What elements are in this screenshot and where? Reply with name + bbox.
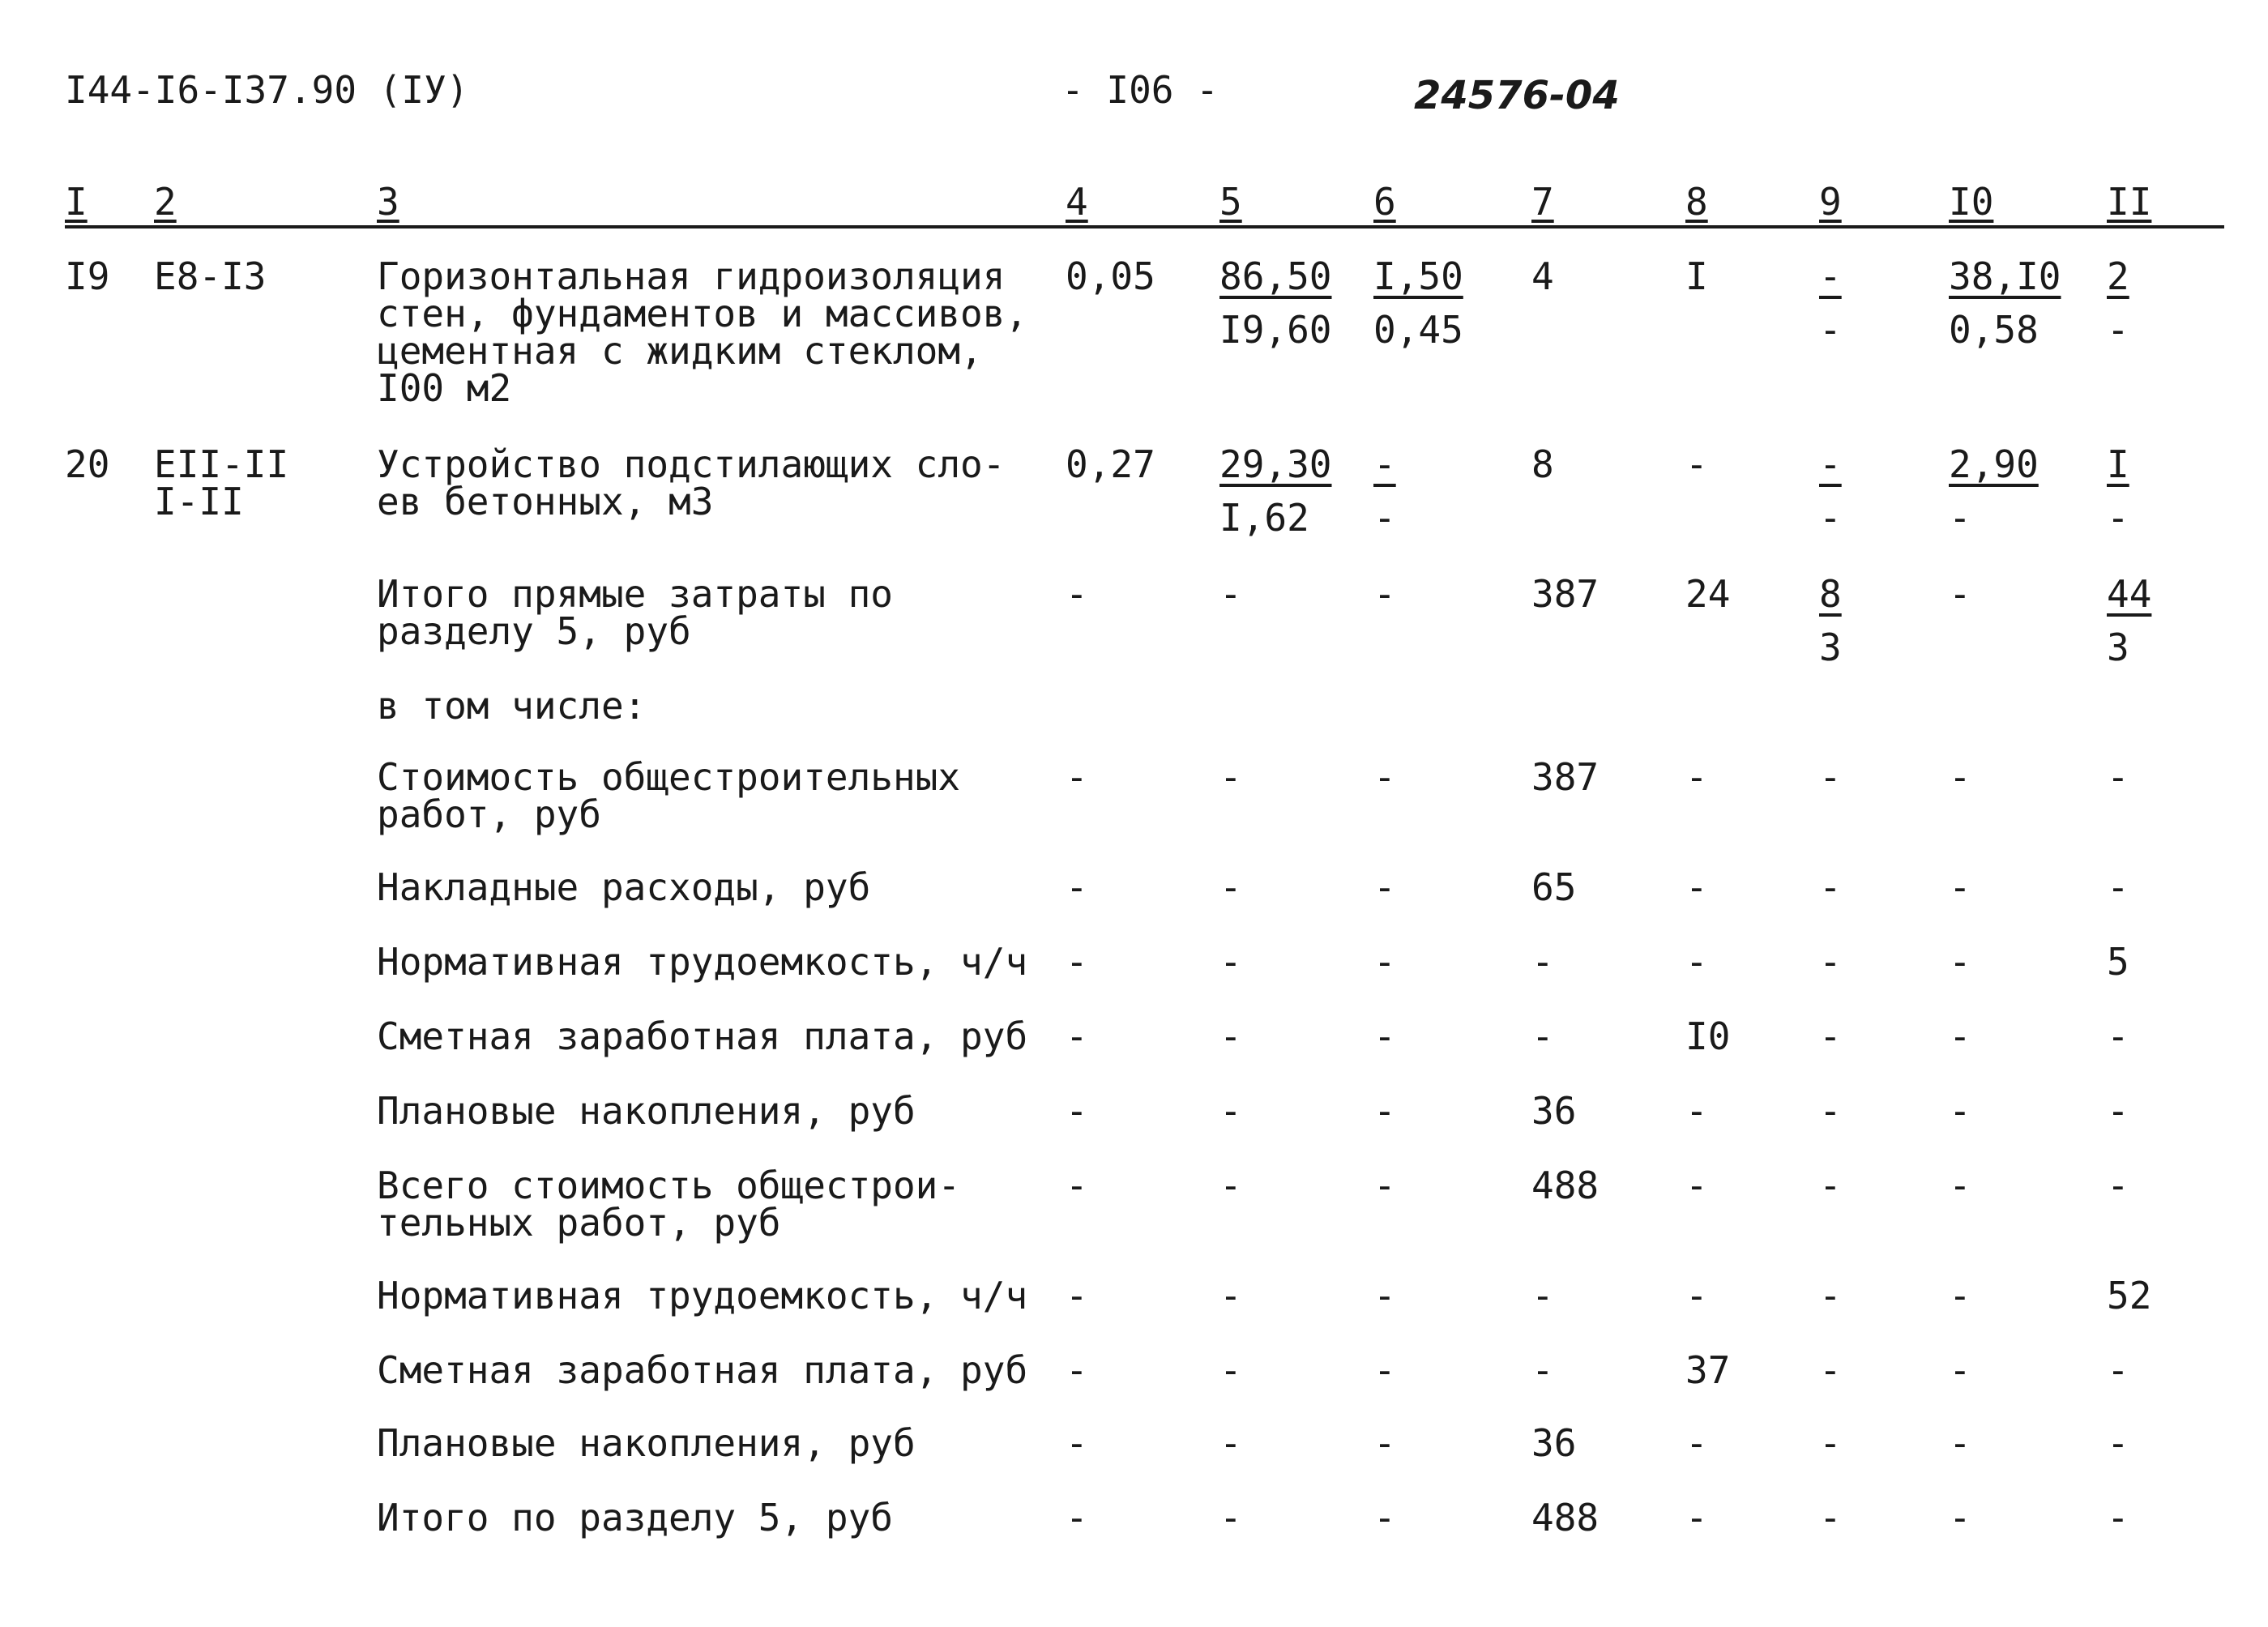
fraction-top: 2 <box>2107 254 2129 298</box>
cell-c3: Сметная заработная плата, руб <box>377 1348 1028 1392</box>
cell-c3: Сметная заработная плата, руб <box>377 1014 1028 1058</box>
fraction-top: - <box>1373 442 1396 486</box>
cell-c9: - <box>1819 940 1842 984</box>
fraction-top: 8 <box>1819 572 1842 616</box>
cell-c10: - <box>1949 865 1971 909</box>
cell-c3: Нормативная трудоемкость, ч/ч <box>377 1274 1028 1317</box>
cell-c3: Всего стоимость общестрои- тельных работ, руб <box>377 1164 961 1245</box>
cell-c6: - <box>1373 755 1396 799</box>
cell-c4: - <box>1066 755 1088 799</box>
cell-c4: - <box>1066 572 1088 616</box>
cell-c4: - <box>1066 1274 1088 1317</box>
cell-c7: - <box>1531 940 1554 984</box>
cell-c8: - <box>1685 1274 1708 1317</box>
cell-c8: - <box>1685 755 1708 799</box>
column-header-4: 4 <box>1066 180 1088 224</box>
cell-c10 <box>1949 438 2039 544</box>
cell-c4: - <box>1066 940 1088 984</box>
handwritten-reference: 24576-04 <box>1414 73 1620 118</box>
cell-c5: - <box>1219 755 1242 799</box>
cell-c5: - <box>1219 1164 1242 1207</box>
cell-c9 <box>1819 250 1842 357</box>
cell-c11: - <box>2107 1014 2129 1058</box>
cell-c5: - <box>1219 1348 1242 1392</box>
document-code: I44-I6-I37.90 (IУ) <box>65 68 469 112</box>
cell-c9: - <box>1819 1274 1842 1317</box>
cell-c5: - <box>1219 1496 1242 1539</box>
cell-c6: - <box>1373 1014 1396 1058</box>
fraction-bottom: - <box>1819 496 1842 540</box>
cell-c4: - <box>1066 1164 1088 1207</box>
cell-c1: 20 <box>65 442 110 486</box>
cell-c3: Устройство подстилающих сло- ев бетонных, м3 <box>377 442 1006 523</box>
fraction-top: - <box>1819 442 1842 486</box>
cell-c10: - <box>1949 1014 1971 1058</box>
cell-c3: Нормативная трудоемкость, ч/ч <box>377 940 1028 984</box>
cell-c2: EII-II I-II <box>154 442 289 523</box>
cell-c4: - <box>1066 1496 1088 1539</box>
cell-c3: Плановые накопления, руб <box>377 1421 916 1465</box>
cell-c7: 387 <box>1531 755 1600 799</box>
cell-c6: - <box>1373 940 1396 984</box>
cell-c11: - <box>2107 1089 2129 1133</box>
cell-c7: - <box>1531 1274 1554 1317</box>
cell-c9 <box>1819 438 1842 544</box>
cell-c9: - <box>1819 1089 1842 1133</box>
cell-c10: - <box>1949 1089 1971 1133</box>
cell-c8: 37 <box>1685 1348 1731 1392</box>
column-header-7: 7 <box>1531 180 1554 224</box>
cell-c8: I <box>1685 254 1708 298</box>
cell-c7: - <box>1531 1348 1554 1392</box>
cell-c7: 488 <box>1531 1164 1600 1207</box>
cell-c5: - <box>1219 1274 1242 1317</box>
cell-c3: Плановые накопления, руб <box>377 1089 916 1133</box>
cell-c3: Стоимость общестроительных работ, руб <box>377 755 961 836</box>
cell-c3: Итого по разделу 5, руб <box>377 1496 893 1539</box>
fraction-top: 2,90 <box>1949 442 2039 486</box>
cell-c5: - <box>1219 940 1242 984</box>
cell-c8: - <box>1685 1421 1708 1465</box>
cell-c9 <box>1819 567 1842 674</box>
fraction-bottom: 3 <box>1819 626 1842 669</box>
cell-c8: 24 <box>1685 572 1731 616</box>
column-header-10: I0 <box>1949 180 1994 224</box>
cell-c11 <box>2107 250 2129 357</box>
column-header-5: 5 <box>1219 180 1242 224</box>
cell-c6 <box>1373 438 1396 544</box>
cell-c8: - <box>1685 865 1708 909</box>
fraction-top: 38,I0 <box>1949 254 2061 298</box>
cell-c5: - <box>1219 572 1242 616</box>
cell-c7: 65 <box>1531 865 1577 909</box>
cell-c7: 387 <box>1531 572 1600 616</box>
cell-c10: - <box>1949 1274 1971 1317</box>
cell-c5: - <box>1219 1089 1242 1133</box>
fraction-bottom: 3 <box>2107 626 2129 669</box>
cell-c4: - <box>1066 865 1088 909</box>
cell-c11 <box>2107 567 2151 674</box>
cell-c10: - <box>1949 1164 1971 1207</box>
cell-c6: - <box>1373 572 1396 616</box>
cell-c10: - <box>1949 572 1971 616</box>
fraction-bottom: - <box>2107 496 2129 540</box>
cell-c3: Итого прямые затраты по разделу 5, руб <box>377 572 893 653</box>
cell-c10: - <box>1949 1496 1971 1539</box>
cell-c2: E8-I3 <box>154 254 267 298</box>
cell-c1: I9 <box>65 254 110 298</box>
column-header-8: 8 <box>1685 180 1708 224</box>
cell-c5: - <box>1219 1014 1242 1058</box>
cell-c8: - <box>1685 940 1708 984</box>
fraction-bottom: I9,60 <box>1219 308 1332 352</box>
cell-c6: - <box>1373 865 1396 909</box>
cell-c5: - <box>1219 1421 1242 1465</box>
fraction-bottom: I,62 <box>1219 496 1309 540</box>
fraction-bottom: - <box>1949 496 1971 540</box>
column-header-9: 9 <box>1819 180 1842 224</box>
fraction-top: 86,50 <box>1219 254 1332 298</box>
cell-c9: - <box>1819 1496 1842 1539</box>
cell-c11: 52 <box>2107 1274 2152 1317</box>
page-number: - I06 - <box>1061 68 1219 112</box>
column-header-11: II <box>2107 180 2152 224</box>
cell-c8: I0 <box>1685 1014 1731 1058</box>
cell-c4: - <box>1066 1014 1088 1058</box>
cell-c9: - <box>1819 1421 1842 1465</box>
column-header-6: 6 <box>1373 180 1396 224</box>
fraction-top: 44 <box>2107 572 2152 616</box>
cell-c6: - <box>1373 1348 1396 1392</box>
cell-c5 <box>1219 438 1331 544</box>
cell-c8: - <box>1685 1164 1708 1207</box>
cell-c10: - <box>1949 1421 1971 1465</box>
cell-c5 <box>1219 250 1331 357</box>
column-header-2: 2 <box>154 180 177 224</box>
cell-c11 <box>2107 438 2129 544</box>
cell-c5: - <box>1219 865 1242 909</box>
cell-c9: - <box>1819 865 1842 909</box>
cell-c11: - <box>2107 1496 2129 1539</box>
cell-c7: 36 <box>1531 1421 1577 1465</box>
cell-c4: - <box>1066 1348 1088 1392</box>
cell-c7: 36 <box>1531 1089 1577 1133</box>
cell-c6: - <box>1373 1089 1396 1133</box>
cell-c8: - <box>1685 1089 1708 1133</box>
cell-c4: - <box>1066 1421 1088 1465</box>
cell-c11: - <box>2107 755 2129 799</box>
cell-c6: - <box>1373 1496 1396 1539</box>
fraction-top: I,50 <box>1373 254 1463 298</box>
cell-c3: Накладные расходы, руб <box>377 865 871 909</box>
cell-c4: 0,05 <box>1066 254 1155 298</box>
cell-c6: - <box>1373 1274 1396 1317</box>
fraction-bottom: 0,58 <box>1949 308 2039 352</box>
cell-c11: - <box>2107 1164 2129 1207</box>
cell-c11: - <box>2107 1421 2129 1465</box>
cell-c4: 0,27 <box>1066 442 1155 486</box>
fraction-bottom: - <box>1819 308 1842 352</box>
cell-c7: 488 <box>1531 1496 1600 1539</box>
cell-c11: - <box>2107 865 2129 909</box>
cell-c3: Горизонтальная гидроизоляция стен, фундаментов и массивов, цементная с жидким стеклом, I00 м2 <box>377 254 1028 410</box>
column-header-1: I <box>65 180 88 224</box>
cell-c9: - <box>1819 1164 1842 1207</box>
cell-c6 <box>1373 250 1463 357</box>
fraction-top: - <box>1819 254 1842 298</box>
cell-c8: - <box>1685 1496 1708 1539</box>
cell-c7: - <box>1531 1014 1554 1058</box>
cell-c7: 4 <box>1531 254 1554 298</box>
fraction-bottom: - <box>2107 308 2129 352</box>
cell-c8: - <box>1685 442 1708 486</box>
cell-c10 <box>1949 250 2061 357</box>
cell-c11: 5 <box>2107 940 2129 984</box>
cell-c3: в том числе: <box>377 684 647 728</box>
cell-c9: - <box>1819 755 1842 799</box>
cell-c10: - <box>1949 755 1971 799</box>
fraction-bottom: - <box>1373 496 1396 540</box>
cell-c9: - <box>1819 1014 1842 1058</box>
cell-c11: - <box>2107 1348 2129 1392</box>
cell-c10: - <box>1949 1348 1971 1392</box>
fraction-bottom: 0,45 <box>1373 308 1463 352</box>
fraction-top: 29,30 <box>1219 442 1332 486</box>
column-header-3: 3 <box>377 180 399 224</box>
cell-c4: - <box>1066 1089 1088 1133</box>
cell-c10: - <box>1949 940 1971 984</box>
cell-c6: - <box>1373 1164 1396 1207</box>
fraction-top: I <box>2107 442 2129 486</box>
cell-c6: - <box>1373 1421 1396 1465</box>
cell-c7: 8 <box>1531 442 1554 486</box>
cell-c9: - <box>1819 1348 1842 1392</box>
